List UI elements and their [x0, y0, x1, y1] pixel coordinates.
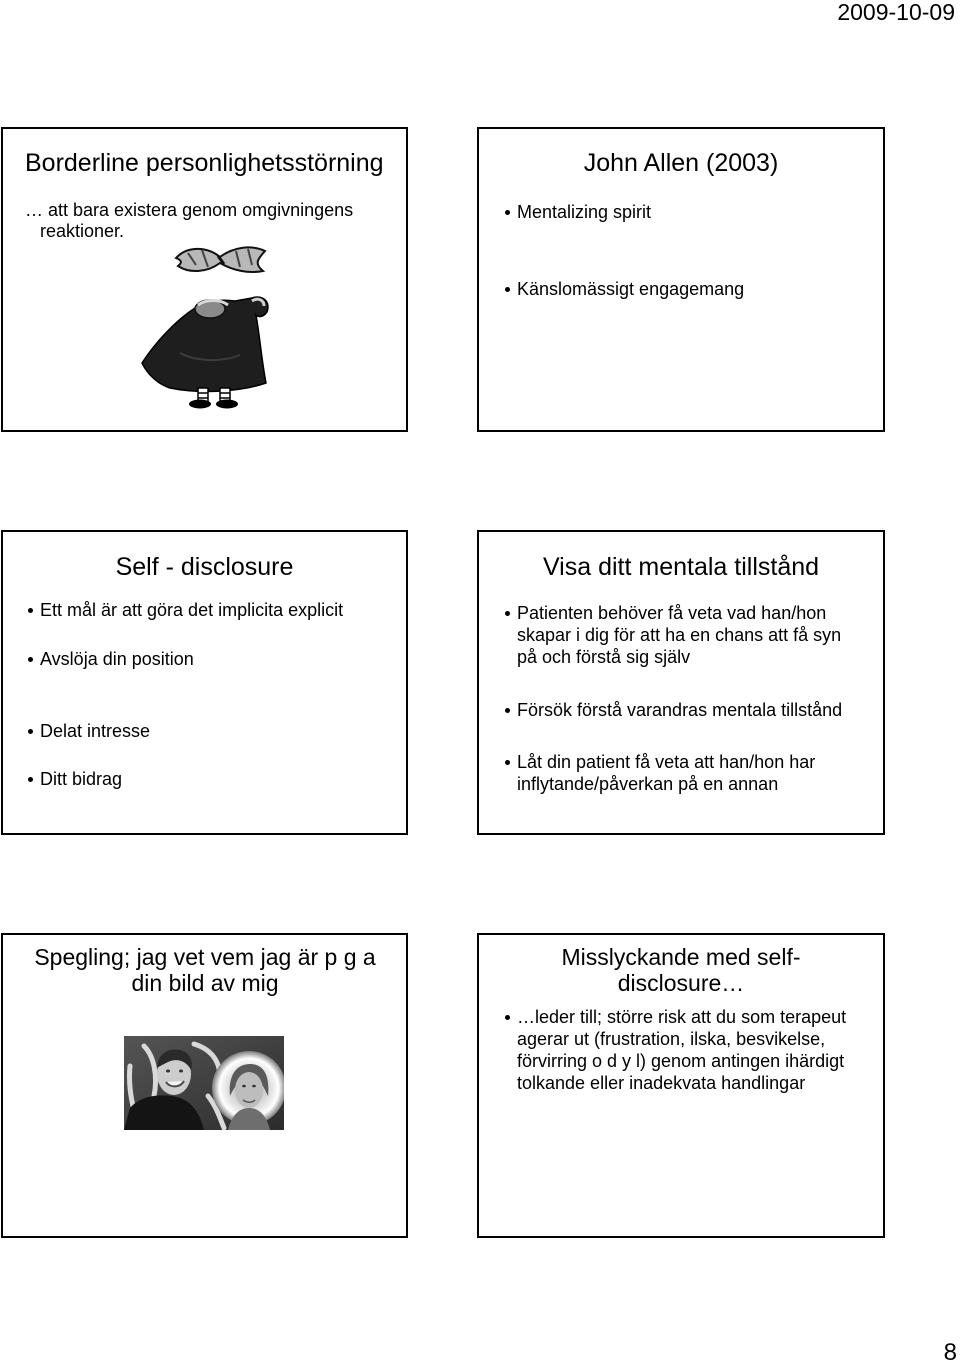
bullet-item	[40, 768, 390, 790]
bullet-text: Mentalizing spirit	[517, 202, 652, 222]
bullet-icon	[28, 608, 33, 613]
bullet-text: Delat intresse	[40, 721, 151, 741]
bullet-text: Patienten behöver få veta vad han/hon skapar i dig för att ha en chans att få syn på och förstå sig själv	[517, 603, 842, 667]
slide-subtitle: … att bara existera genom omgivningens reaktioner.	[25, 200, 354, 241]
bullet-item	[40, 648, 390, 670]
bullet-icon	[505, 287, 510, 292]
bullet-text: Känslomässigt engagemang	[517, 279, 745, 299]
bullet-text: Låt din patient få veta att han/hon har inflytande/påverkan på en annan	[517, 752, 816, 794]
bullet-icon	[28, 777, 33, 782]
cartoon-figure-illustration	[140, 243, 270, 410]
slide-title: John Allen (2003)	[583, 149, 779, 177]
hat-shape	[176, 247, 265, 272]
slide-mirroring	[1, 933, 408, 1238]
bullet-text: …leder till; större risk att du som terapeut agerar ut (frustration, ilska, besvikelse, förvirring o d y l) genom antingen ihärdigt tolkande eller inadekvata handlingar	[517, 1007, 847, 1093]
bullet-icon	[28, 729, 33, 734]
bullet-text: Ett mål är att göra det implicita explicit	[40, 600, 344, 620]
cloak-body	[142, 297, 268, 391]
bullet-icon	[505, 708, 510, 713]
bullet-text: Ditt bidrag	[40, 769, 123, 789]
bullet-item	[40, 599, 390, 621]
bullet-icon	[505, 1015, 510, 1020]
slide-borderline	[1, 127, 408, 432]
slide-mental-state	[477, 530, 885, 835]
portrait-photo	[124, 1036, 284, 1130]
bullet-icon	[505, 611, 510, 616]
slide-title: Misslyckande med self-disclosure…	[561, 944, 801, 996]
slide-title: Visa ditt mentala tillstånd	[542, 553, 820, 581]
bullet-text: Försök förstå varandras mentala tillstånd	[517, 700, 843, 720]
bullet-item	[517, 278, 862, 300]
bullet-item	[40, 720, 390, 742]
slide-john-allen	[477, 127, 885, 432]
slide-title: Borderline personlighetsstörning	[25, 149, 384, 177]
bullet-item	[517, 751, 862, 795]
bullet-item	[517, 602, 862, 668]
bullet-icon	[28, 657, 33, 662]
bullet-icon	[505, 760, 510, 765]
bullet-item	[517, 1006, 862, 1094]
bullet-item	[517, 201, 862, 223]
slide-title: Self - disclosure	[115, 553, 294, 581]
slide-failed-disclosure	[477, 933, 885, 1238]
bullet-text: Avslöja din position	[40, 649, 194, 669]
bullet-icon	[505, 210, 510, 215]
page-number: 8	[943, 1339, 957, 1366]
bullet-item	[517, 699, 862, 721]
slide-title: Spegling; jag vet vem jag är p g a din bild av mig	[34, 944, 376, 996]
slide-self-disclosure	[1, 530, 408, 835]
page-date: 2009-10-09	[837, 0, 955, 25]
